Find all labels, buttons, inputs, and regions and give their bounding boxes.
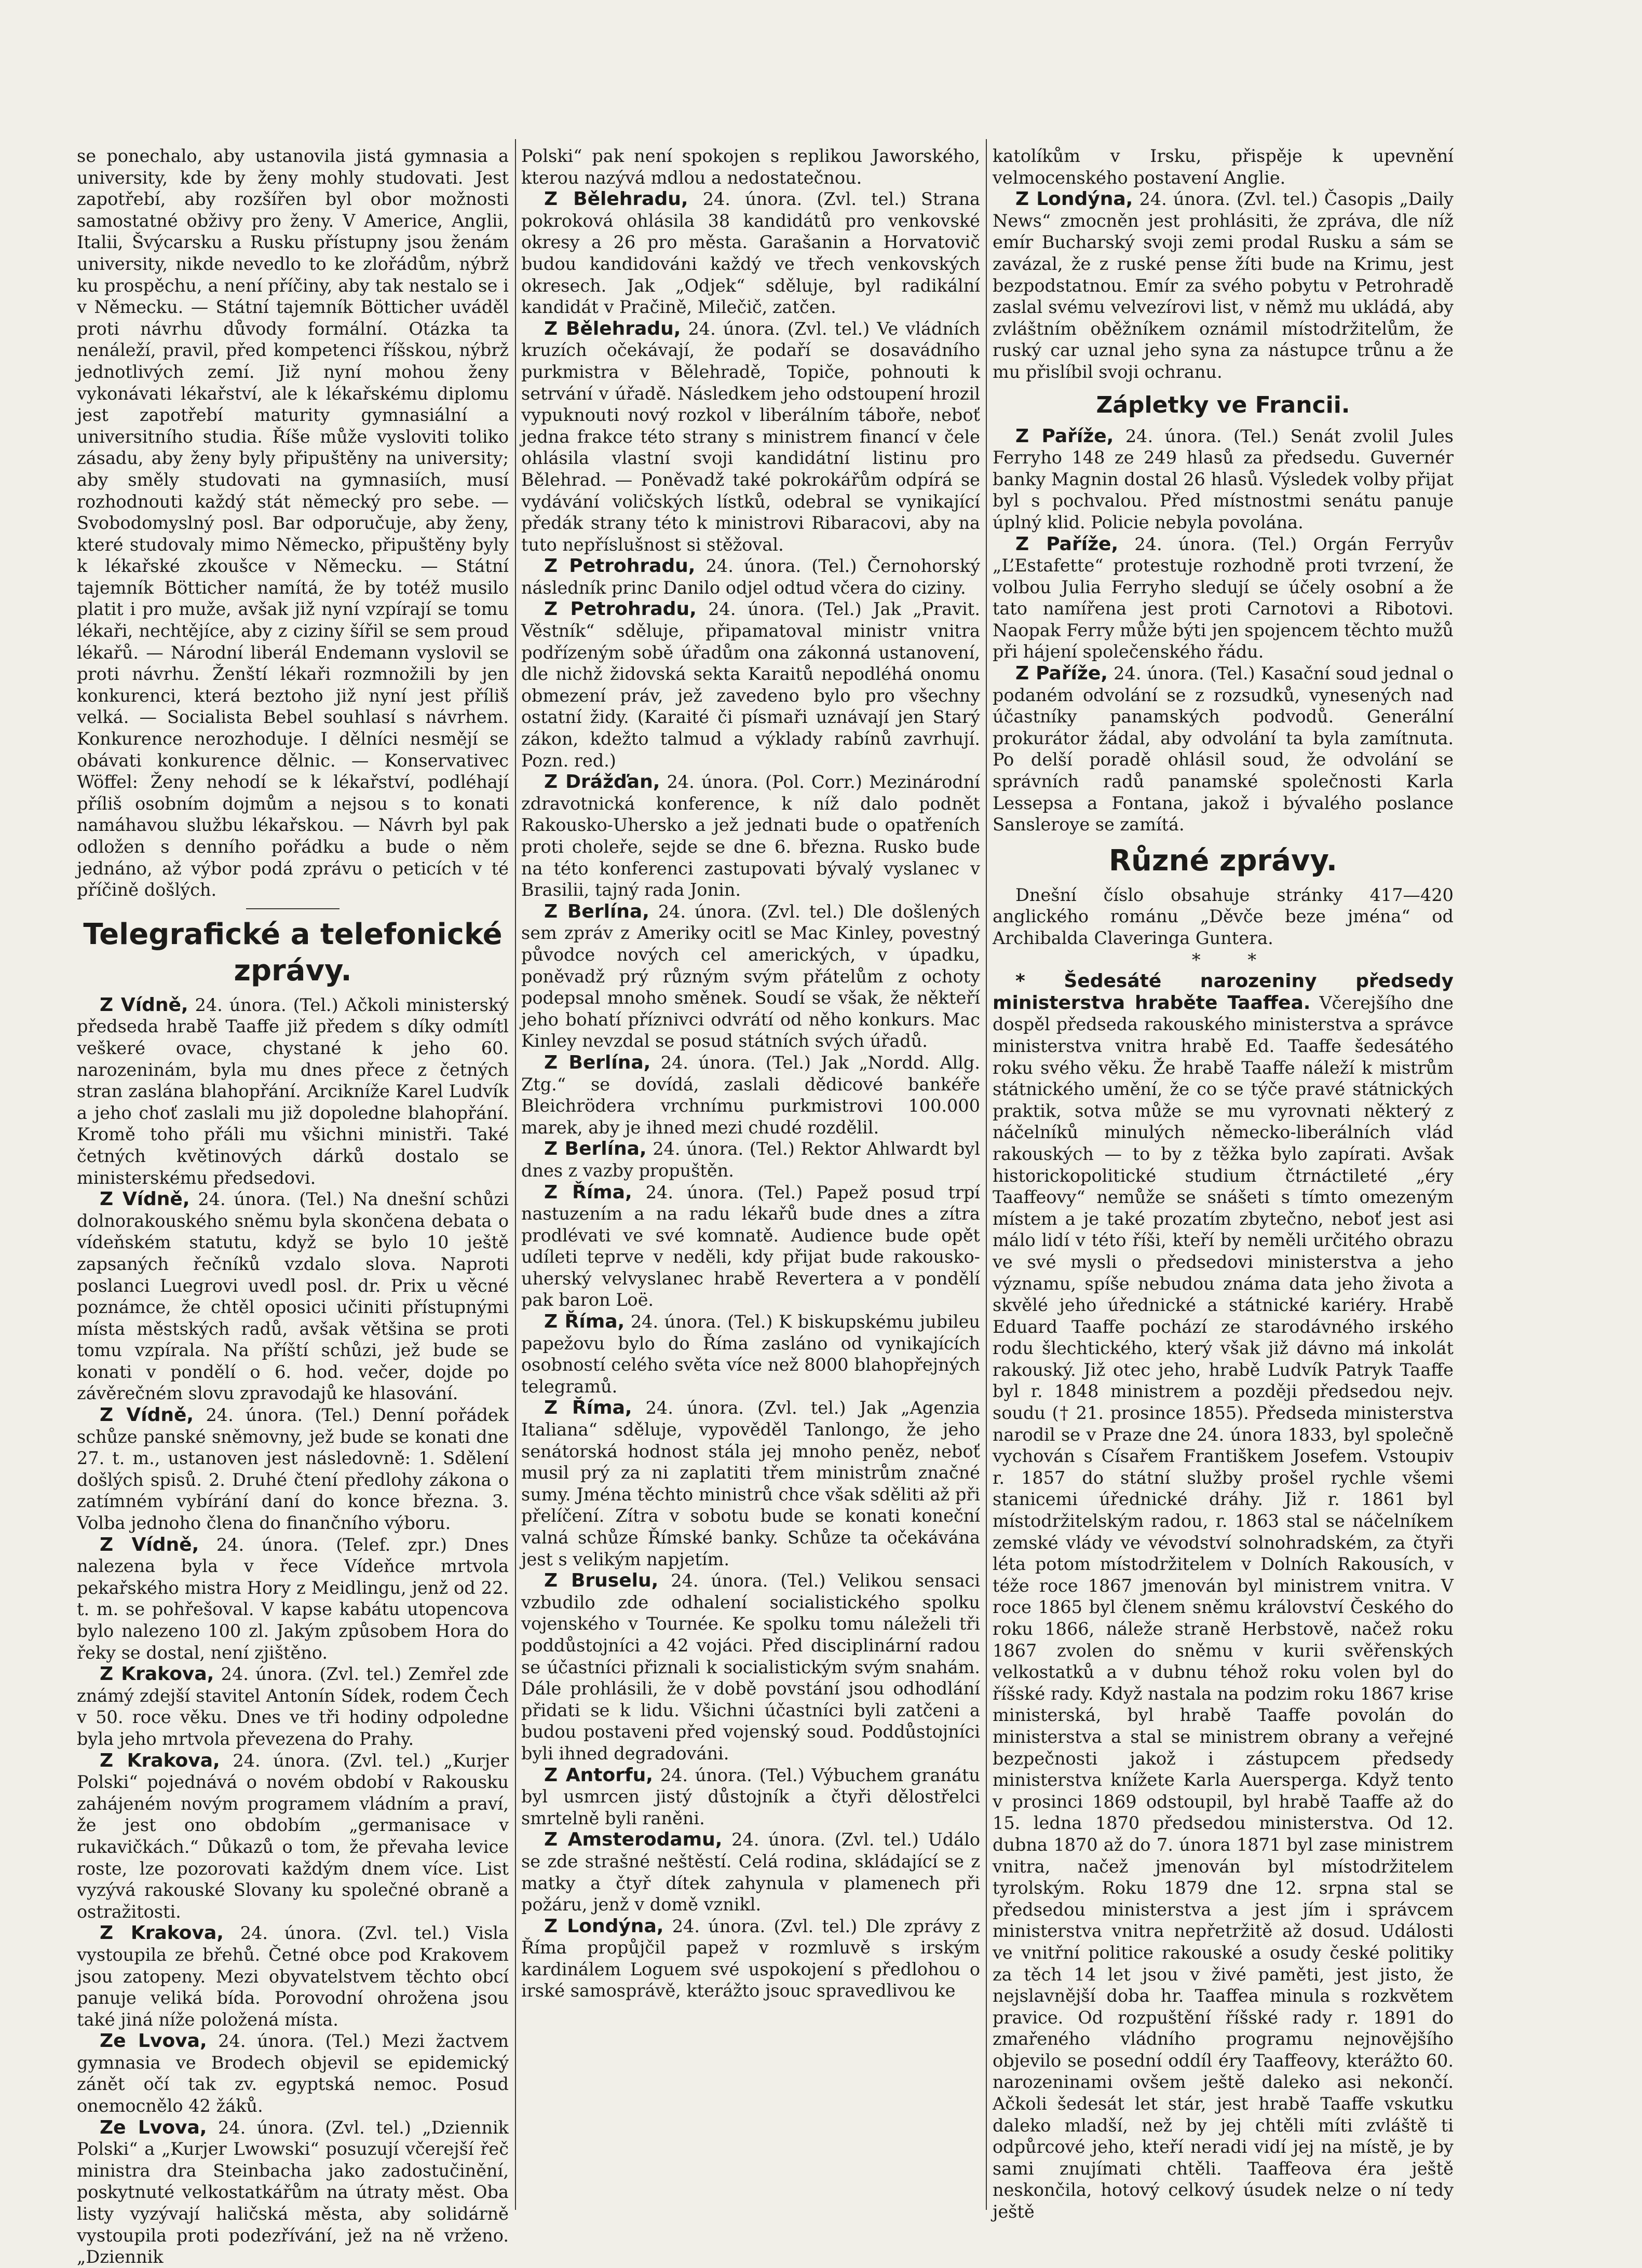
column-1 <box>77 145 509 2267</box>
dateline: Z Vídně, <box>100 1188 190 1210</box>
news-item: * Šedesáté narozeniny předsedy ministerstva hraběte Taaffea. Včerejšího dne dospěl předseda rakouského ministerstva a správce ministerstva vnitra hrabě Ed. Taaffe šedesátého roku svého věku. Že hrabě Taaffe náleží k mistrům státnického umění, že co se týče pravé státnických praktik, sotva může se mu vyrovnati některý z náčelníků minulých německo-liberálních vlád rakouských — to by z těžka bylo zapírati. Avšak historickopolitické studium čtrnáctileté „éry Taaffeovy“ nemůže se snášeti s tímto omezeným místem a je také prozatím zbytečno, neboť jest asi málo lidí v této říši, kteří by neměli určitého obrazu ve své mysli o předsedovi ministerstva a jeho významu, spíše nebudou známa data jeho života a skvělé jeho úřednické a státnické kariéry. Hrabě Eduard Taaffe pochází ze starodávného irského rodu šlechtického, který však již dávno má inkolát rakouský. Již otec jeho, hrabě Ludvík Patryk Taaffe byl r. 1848 ministrem a později předsedou nejv. soudu († 21. prosince 1855). Předseda ministerstva narodil se v Praze dne 24. února 1833, byl společně vychován s Císařem Františkem Josefem. Vstoupiv r. 1857 do státní služby prošel rychle všemi stanicemi úřednické dráhy. Již r. 1861 byl místodržitelským radou, r. 1863 stal se náčelníkem zemské vlády ve vévodství solnohradském, za čtyři léta potom místodržitelem v Dolních Rakousích, v téže roce 1867 jmenován byl ministrem vnitra. V roce 1865 byl členem sněmu království Českého do roku 1866, náleže straně Herbstově, načež roku 1867 zvolen do sněmu v kurii svěřenských velkostatků a v dubnu téhož roku volen byl do říšské rady. Když nastala na podzim roku 1867 krise ministerská, byl hrabě Taaffe povolán do ministerstva a stal se ministrem obrany a veřejné bezpečnosti jakož i zástupcem předsedy ministerstva knížete Karla Auersperga. Když tento v prosinci 1869 odstoupil, byl hrabě Taaffe až do 15. ledna 1870 předsedou ministerstva. Od 12. dubna 1870 až do 7. února 1871 byl zase ministrem vnitra, načež jmenován byl místodržitelem tyrolským. Roku 1879 dne 12. srpna stal se předsedou ministerstva a jest jím i správcem ministerstva vnitra nepřetržitě až dosud. Události ve vnitřní politice rakouské a osudy české politiky za těch 14 let jsou v živé paměti, jest jisto, že nejslavnější doba hr. Taaffea minula s rozkvětem pravice. Od rozpuštění říšské rady r. 1891 do zmařeného vládního programu nejnovějšího objevilo se posední oddíl éry Taaffeovy, kterážto 60. narozeninami ovšem ještě daleko asi nekončí. Ačkoli šedesát let stár, jest hrabě Taaffe vskutku daleko mladší, než by jej chtěli míti zvláště ti odpůrcové jeho, kteří neradi vidí jej na místě, je by sami znujímati chtěli. Taaffeova éra ještě neskončila, hotový celkový úsudek nelze o ní tedy ještě <box>993 971 1454 2222</box>
news-item: Z Bělehradu, 24. února. (Zvl. tel.) Ve vládních kruzích očekávají, že podaří se dosavádního purkmistra v Bělehradě, Topiče, pohnouti k setrvání v úřadě. Následkem jeho odstoupení hrozil vypuknouti nový rozkol v liberálním táboře, neboť jedna frakce této strany s ministrem financí v čele ohlásila vlastní svoji kandidátní listinu pro Bělehrad. — Poněvadž také pokrokářům odpírá se vydávání voličských lístků, odebral se vynikající předák strany této k ministrovi Ribaracovi, aby na tuto nepříslušnost si stěžoval. <box>521 318 980 555</box>
news-item: Z Amsterodamu, 24. února. (Zvl. tel.) Událo se zde strašné neštěstí. Celá rodina, skládající se z matky a čtyř dítek zahynula v plamenech při požáru, jenž v domě vznikl. <box>521 1829 980 1915</box>
dateline: Ze Lvova, <box>100 2116 207 2138</box>
dateline: Z Londýna, <box>1015 188 1133 210</box>
dateline: Z Krakova, <box>100 1663 214 1685</box>
paragraph: Polski“ pak není spokojen s replikou Jaworského, kterou nazývá mdlou a nedostatečnou. <box>521 146 980 188</box>
section-heading: Telegrafické a telefonické zprávy. <box>83 917 503 988</box>
news-item: Z Vídně, 24. února. (Tel.) Denní pořádek schůze panské sněmovny, jež bude se konati dne 27. t. m., ustanoven jest následovně: 1. Sdělení došlých spisů. 2. Druhé čtení předlohy zákona o zatímném vybírání daní do konce března. 3. Volba jednoho člena do finančního výboru. <box>77 1404 509 1534</box>
dateline: Ze Lvova, <box>100 2030 207 2052</box>
news-item: Z Říma, 24. února. (Zvl. tel.) Jak „Agenzia Italiana“ sděluje, vypověděl Tanlongo, že jeho senátorská hodnost stála jej mnoho peněz, neboť musil prý za ni zaplatiti třem ministrům značné sumy. Jména těchto ministrů chce však sděliti až při přelíčení. Zítra v sobotu bude se konati koneční valná schůze Římské banky. Schůze ta očekávána jest s velikým napjetím. <box>521 1397 980 1569</box>
dateline: Z Krakova, <box>100 1750 220 1771</box>
separator-stars: * * <box>1191 949 1278 970</box>
news-item: Ze Lvova, 24. února. (Zvl. tel.) „Dziennik Polski“ a „Kurjer Lwowski“ posuzují včerejší řeč ministra dra Steinbacha jako zadostučinění, poskytnuté velkostatkářům na útraty měst. Oba listy vyzývají haličská města, aby solidárně vystoupila proti podezřívání, jež na ně vrženo. „Dziennik <box>77 2116 509 2267</box>
column-rule <box>515 139 516 2210</box>
column-2 <box>521 145 980 2211</box>
paragraph: se ponechalo, aby ustanovila jistá gymnasia a university, kde by ženy mohly studovati. Jest zapotřebí, aby rozšířen byl obor možnosti samostatné obživy pro ženy. V Americe, Anglii, Italii, Švýcarsku a Rusku přístupny jsou ženám university, nikde nevedlo to ke zlořádům, nýbrž ku prospěchu, a není příčiny, aby tak nestalo se i v Německu. — Státní tajemník Bötticher uváděl proti návrhu důvody formální. Otázka ta nenáleží, pravil, před kompetenci říšskou, nýbrž jednotlivých zemí. Již nyní mohou ženy vykonávati lékařství, ale k lékařskému diplomu jest zapotřebí maturity gymnasiální a universitního studia. Říše může vysloviti toliko zásadu, aby ženy byly připuštěny na university; aby směly studovati na gymnasiích, musí rozhodnouti každý stát německý pro sebe. — Svobodomyslný posl. Bar odporučuje, aby ženy, které studovaly mimo Německo, připuštěny byly k lékařské zkoušce v Německu. — Státní tajemník Bötticher namítá, že by totéž musilo platit i pro muže, avšak již nyní vzpírají se tomu lékaři, nechtějíce, aby z ciziny šířil se sem proud lékařů. — Národní liberál Endemann vyslovil se proti návrhu. Ženští lékaři rozmnožili by jen konkurenci, která beztoho již nyní jest příliš velká. — Socialista Bebel souhlasí s návrhem. Konkurence nerozhoduje. I dělníci nesmějí se obávati konkurence dělnic. — Konservativec Wöffel: Ženy nehodí se k lékařství, podléhají příliš osobním dojmům a nejsou s to konati namáhavou službu lékařskou. — Návrh byl pak odložen s denního pořádku a bude o něm jednáno, až výbor podá zprávu o peticích v té příčině došlých. <box>77 146 509 900</box>
paragraph: Dnešní číslo obsahuje stránky 417—420 anglického románu „Děvče beze jména“ od Archibalda Claveringa Guntera. <box>993 884 1454 948</box>
news-item: Ze Lvova, 24. února. (Tel.) Mezi žactvem gymnasia ve Brodech objevil se epidemický zánět očí tak zv. egyptská nemoc. Posud onemocnělo 42 žáků. <box>77 2030 509 2116</box>
news-item: Z Londýna, 24. února. (Zvl. tel.) Časopis „Daily News“ zmocněn jest prohlásiti, že zpráva, dle níž emír Bucharský svoji zemi prodal Rusku a sám se zavázal, že z ruské pense žíti bude na Krimu, jest bezpodstatnou. Emír za svého pobytu v Petrohradě zaslal svému velvezírovi list, v němž mu ukládá, aby zvláštním oběžníkem oznámil místodržitelům, že ruský car uznal jeho syna za nástupce trůnu a že mu přislíbil svoji ochranu. <box>993 188 1454 382</box>
news-item: Z Bělehradu, 24. února. (Zvl. tel.) Strana pokroková ohlásila 38 kandidátů pro venkovské okresy a 26 pro města. Garašanin a Horvatovič budou kandidováni každý ve třech venkovských okresech. Jak „Odjek“ sděluje, byl radikální kandidát v Pračině, Milečič, zatčen. <box>521 188 980 318</box>
news-item: Z Říma, 24. února. (Tel.) Papež posud trpí nastuzením a na radu lékařů bude dnes a zítra prodlévati ve své komnatě. Audience bude opět udíleti teprve v neděli, kdy přijat bude rakousko-uherský velvyslanec hrabě Revertera a v pondělí pak baron Loë. <box>521 1181 980 1310</box>
section-heading: Zápletky ve Francii. <box>1096 391 1350 418</box>
dateline: Z Paříže, <box>1015 425 1114 447</box>
news-item: Z Berlína, 24. února. (Tel.) Rektor Ahlwardt byl dnes z vazby propuštěn. <box>521 1138 980 1181</box>
dateline: Z Londýna, <box>544 1915 664 1937</box>
dateline: Z Berlína, <box>544 1138 647 1160</box>
paragraph: katolíkům v Irsku, přispěje k upevnění velmocenského postavení Anglie. <box>993 146 1454 188</box>
news-item: Z Paříže, 24. února. (Tel.) Kasační soud jednal o podaném odvolání se z rozsudků, vynesených nad účastníky panamských podvodů. Generální prokurátor žádal, aby odvolání ta byla zamítnuta. Po delší poradě ohlásil soud, že odvolání se správních radů panamské společnosti Karla Lessepsa a Fontana, jakož i bývalého poslance Sansleroye se zamítá. <box>993 663 1454 835</box>
dateline: Z Krakova, <box>100 1922 224 1944</box>
dateline: Z Říma, <box>544 1397 632 1419</box>
dateline: Z Říma, <box>544 1311 625 1333</box>
dateline: Z Antorfu, <box>544 1764 653 1786</box>
lead-heading: * Šedesáté narozeniny předsedy ministerstva hraběte Taaffea. <box>993 971 1454 1014</box>
dateline: Z Petrohradu, <box>544 598 697 620</box>
divider <box>246 908 340 909</box>
news-item: Z Petrohradu, 24. února. (Tel.) Jak „Pravit. Věstník“ sděluje, připamatoval ministr vnitra podřízeným sobě úřadům ona zákonná ustanovení, dle nichž židovská sekta Karaitů nepodléhá onomu obmezení práv, jež zavedeno bylo pro všechny ostatní židy. (Karaité či písmaři uznávají jen Starý zákon, kdežto talmud a výklady rabínů zavrhují. Pozn. red.) <box>521 598 981 771</box>
news-item: Z Krakova, 24. února. (Zvl. tel.) Zemřel zde známý zdejší stavitel Antonín Sídek, rodem Čech v 50. roce věku. Dnes ve tři hodiny odpoledne byla jeho mrtvola převezena do Prahy. <box>77 1663 509 1749</box>
news-item: Z Vídně, 24. února. (Telef. zpr.) Dnes nalezena byla v řece Vídeňce mrtvola pekařského mistra Hory z Meidlingu, jenž od 22. t. m. se pohřešoval. V kapse kabátu utopencova bylo nalezeno 100 zl. Jakým způsobem Hora do řeky se dostal, není zjištěno. <box>77 1534 509 1663</box>
news-item: Z Drážďan, 24. února. (Pol. Corr.) Mezinárodní zdravotnická konference, k níž dalo podnět Rakousko-Uhersko a jež jednati bude o opatřeních proti choleře, sejde se dne 6. března. Rusko bude na této konferenci zastupovati bývalý vyslanec v Brasilii, tajný rada Jonin. <box>521 771 980 900</box>
news-item: Z Paříže, 24. února. (Tel.) Senát zvolil Jules Ferryho 148 ze 249 hlasů za předsedu. Guvernér banky Magnin dostal 26 hlasů. Výsledek volby přijat byl s pochvalou. Před místnostmi senátu panuje úplný klid. Policie nebyla povolána. <box>993 425 1454 532</box>
dateline: Z Berlína, <box>544 900 649 922</box>
dateline: Z Berlína, <box>544 1051 651 1073</box>
dateline: Z Vídně, <box>100 1534 199 1555</box>
news-item: Z Petrohradu, 24. února. (Tel.) Černohorský následník princ Danilo odjel odtud včera do ciziny. <box>521 555 980 598</box>
news-item: Z Antorfu, 24. února. (Tel.) Výbuchem granátu byl usmrcen jistý důstojník a čtyři dělostřelci smrtelně byli raněni. <box>521 1764 981 1828</box>
dateline: Z Drážďan, <box>544 771 660 793</box>
dateline: Z Říma, <box>544 1181 632 1203</box>
dateline: Z Amsterodamu, <box>544 1829 723 1851</box>
news-item: Z Berlína, 24. února. (Tel.) Jak „Nordd. Allg. Ztg.“ se dovídá, zaslali dědicové bankéře Bleichrödera vrchnímu purkmistrovi 100.000 marek, aby je ihned mezi chudé rozdělil. <box>521 1051 980 1138</box>
dateline: Z Petrohradu, <box>544 555 696 577</box>
news-item: Z Paříže, 24. února. (Tel.) Orgán Ferryův „L’Estafette“ protestuje rozhodně proti tvrzení, že volbou Julia Ferryho sledují se účely osobní a že tato namířena jest proti Carnotovi a Ribotovi. Naopak Ferry může býti jen spojencem těchto mužů při hájení společenského řádu. <box>993 533 1454 662</box>
dateline: Z Bruselu, <box>544 1570 659 1592</box>
news-item: Z Berlína, 24. února. (Zvl. tel.) Dle došlených sem zpráv z Ameriky ocitl se Mac Kinley, povestný původce nových cel amerických, v úpadku, poněvadž prý různým svým přátelům z ochoty podepsal mnoho směnek. Soudí se však, že někteří jeho bohatí příznivci odvrátí od něho konkurs. Mac Kinley nevzdal se posud státních svých úřadů. <box>521 900 980 1051</box>
news-item: Z Bruselu, 24. února. (Tel.) Velikou sensaci vzbudilo zde odhalení socialistického spolku vojenského v Tournée. Ke spolku tomu náleželi tři poddůstojníci a 42 vojáci. Před disciplinární radou se účastníci přiznali k socialistickým svým snahám. Dále prohlásili, že v době povstání jsou odhodlání přidati se k lidu. Všichni účastníci byli zatčeni a budou postaveni před vojenský soud. Poddůstojníci byli ihned degradováni. <box>521 1570 981 1764</box>
dateline: Z Bělehradu, <box>544 318 681 339</box>
news-item: Z Vídně, 24. února. (Tel.) Na dnešní schůzi dolnorakouského sněmu byla skončena debata o vídeňském statutu, když se bylo 10 ještě zapsaných řečníků vzdalo slova. Naproti poslanci Luegrovi uvedl posl. dr. Prix u věcné poznámce, že chtěl oposici učiniti přístupnými místa městských radů, avšak většina se proti tomu vzpírala. Na příští schůzi, jež bude se konati v pondělí o 6. hod. večer, dojde po závěrečném slovu zpravodajů ke hlasování. <box>77 1188 509 1404</box>
news-item: Z Krakova, 24. února. (Zvl. tel.) Visla vystoupila ze břehů. Četné obce pod Krakovem jsou zatopeny. Mezi obyvatelstvem těchto obcí panuje veliká bída. Porovodní ohrožena jsou také jiná níže položená místa. <box>77 1922 509 2030</box>
column-rule <box>986 139 987 2210</box>
column-3 <box>993 145 1454 2222</box>
dateline: Z Paříže, <box>1015 663 1108 685</box>
news-item: Z Londýna, 24. února. (Zvl. tel.) Dle zprávy z Říma propůjčil papež v rozmluvě s irským kardinálem Loguem své uspokojení s předlohou o irské samosprávě, kterážto jsouc spravedlivou ke <box>521 1915 980 2001</box>
dateline: Z Vídně, <box>100 994 188 1016</box>
section-heading: Různé zprávy. <box>1108 843 1338 878</box>
news-item: Z Říma, 24. února. (Tel.) K biskupskému jubileu papežovu bylo do Říma zasláno od vynikajících osobností celého světa více než 8000 blahopřejných telegramů. <box>521 1311 980 1397</box>
dateline: Z Bělehradu, <box>544 188 688 210</box>
dateline: Z Paříže, <box>1015 533 1119 555</box>
news-item: Z Krakova, 24. února. (Zvl. tel.) „Kurjer Polski“ pojednává o novém období v Rakousku zahájeném novým programem vládním a praví, že jest ono obdobím „germanisace v rukavičkách.“ Důkazů o tom, že převaha levice roste, lze pozorovati každým dnem více. List vyzývá rakouské Slovany ku společné obraně a ostražitosti. <box>77 1750 509 1922</box>
dateline: Z Vídně, <box>100 1404 194 1426</box>
news-item: Z Vídně, 24. února. (Tel.) Ačkoli ministerský předseda hrabě Taaffe již předem s díky odmítl veškeré ovace, chystané k jeho 60. narozeninám, byla mu dnes přece z četných stran zaslána blahopřání. Arcikníže Karel Ludvík a jeho choť zaslali mu již dopoledne blahopřání. Kromě toho přáli mu všichni ministři. Také četných květinových dárků dostalo se ministerskému předsedovi. <box>77 994 509 1188</box>
